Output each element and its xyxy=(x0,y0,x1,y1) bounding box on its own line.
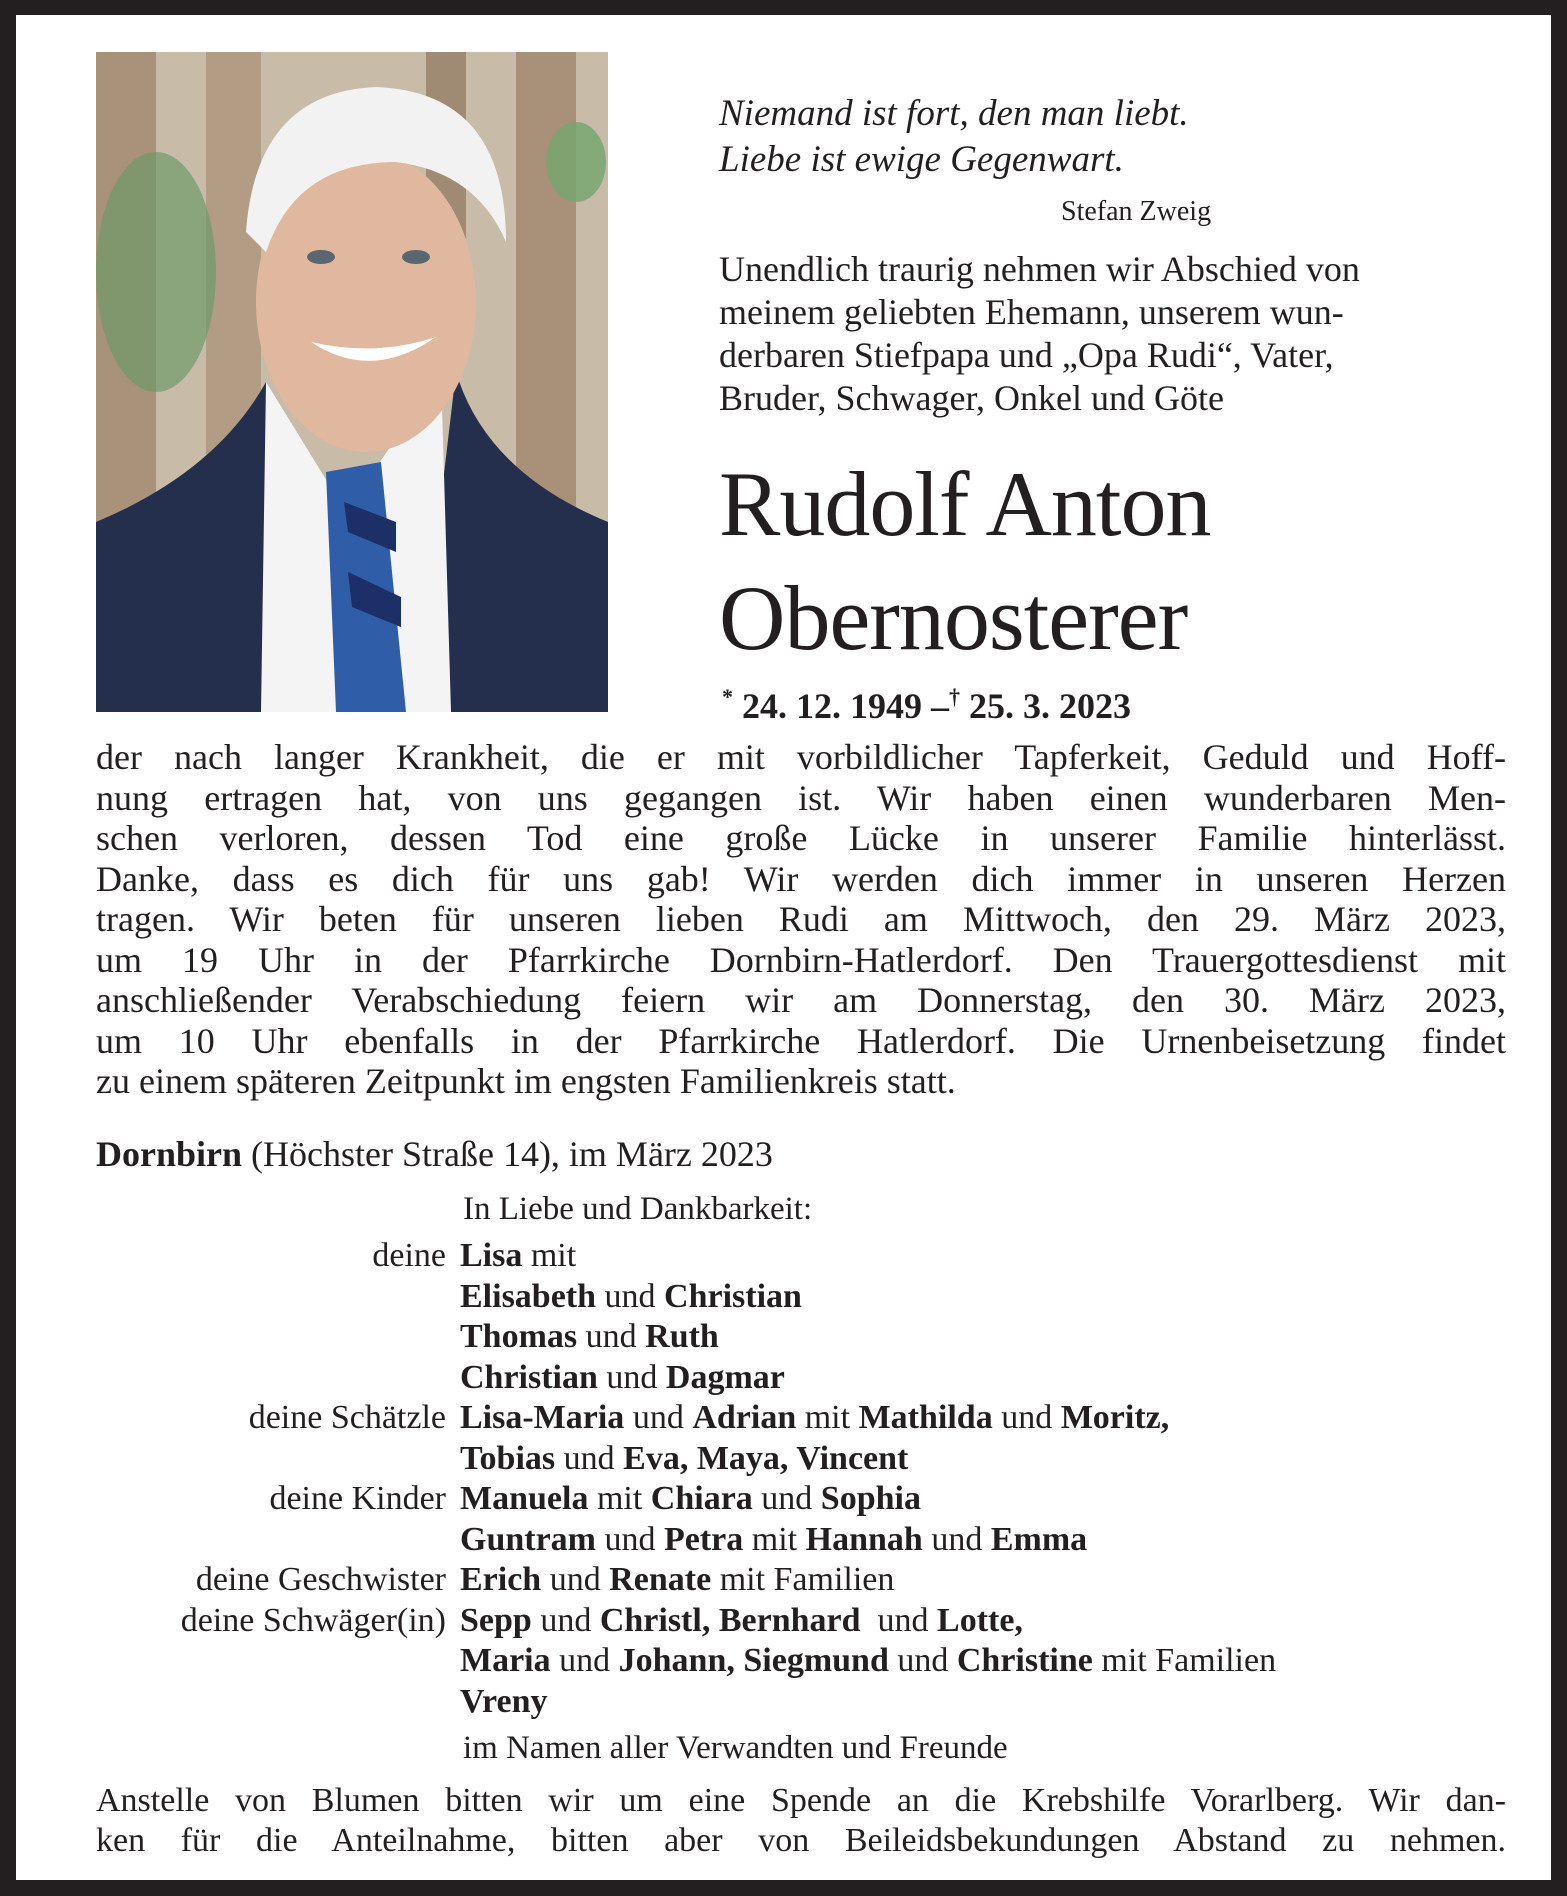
mourner-name: Christian xyxy=(460,1358,598,1396)
mourner-name: Emma xyxy=(990,1520,1088,1558)
mourner-name: Elisabeth xyxy=(460,1277,597,1315)
mourner-name: Renate xyxy=(609,1561,712,1598)
quote-line: Liebe ist ewige Gegenwart. xyxy=(719,139,1124,180)
mourner-names xyxy=(460,1358,785,1399)
name-line-1: Rudolf Anton xyxy=(719,453,1211,555)
mourner-names xyxy=(460,1317,719,1358)
connector-text: und xyxy=(555,1439,624,1477)
obituary-body xyxy=(96,737,1506,1102)
mourners-heading: In Liebe und Dankbarkeit: xyxy=(463,1191,813,1227)
mourner-names xyxy=(460,1520,1087,1561)
mourner-name: Dagmar xyxy=(665,1358,785,1396)
place-and-date xyxy=(96,1133,773,1175)
death-date: 25. 3. 2023 xyxy=(969,686,1131,726)
mourner-name: Hannah xyxy=(805,1520,923,1558)
mourners-list xyxy=(96,1236,1276,1722)
mourner-names xyxy=(460,1277,802,1318)
connector-text: mit xyxy=(588,1480,651,1517)
connector-text: und xyxy=(577,1318,646,1355)
mourner-name: Manuela xyxy=(460,1480,589,1517)
connector-text: und xyxy=(597,1358,666,1396)
body-line: zu einem späteren Zeitpunkt im engsten Familienkreis statt. xyxy=(96,1061,956,1101)
mourner-name: Adrian xyxy=(692,1399,797,1436)
body-line: um 19 Uhr in der Pfarrkirche Dornbirn-Hatlerdorf. Den Trauergottesdienst mit xyxy=(96,939,1506,980)
connector-text: und xyxy=(922,1520,991,1558)
body-line: um 10 Uhr ebenfalls in der Pfarrkirche Hatlerdorf. Die Urnenbeisetzung findet xyxy=(96,1020,1506,1061)
name-line-2: Obernosterer xyxy=(719,567,1188,669)
mourner-names xyxy=(460,1439,908,1480)
mourner-names xyxy=(460,1479,921,1520)
mourner-name: Vreny xyxy=(460,1682,548,1720)
connector-text: mit xyxy=(796,1399,859,1436)
place-city: Dornbirn xyxy=(96,1134,243,1174)
mourner-name: Sepp xyxy=(460,1601,532,1639)
body-line: tragen. Wir beten für unseren lieben Rudi am Mittwoch, den 29. März 2023, xyxy=(96,899,1506,939)
mourner-relation xyxy=(96,1682,460,1723)
mourner-names xyxy=(460,1398,1169,1439)
intro-line: meinem geliebten Ehemann, unserem wun- xyxy=(719,292,1344,332)
mourner-name: Moritz, xyxy=(1060,1399,1170,1436)
connector-text: und xyxy=(624,1399,693,1436)
connector-text: mit xyxy=(743,1520,806,1558)
connector-text: und xyxy=(860,1601,938,1639)
mourner-row xyxy=(96,1560,1276,1601)
mourner-names xyxy=(460,1641,1276,1682)
quote-line: Niemand ist fort, den man liebt. xyxy=(719,93,1189,134)
intro-line: Bruder, Schwager, Onkel und Göte xyxy=(719,378,1224,418)
connector-text: und xyxy=(888,1642,957,1679)
life-dates xyxy=(722,684,1131,727)
mourner-name: Christian xyxy=(664,1277,802,1315)
mourner-relation: deine xyxy=(372,1237,446,1274)
connector-text: mit Familien xyxy=(1092,1642,1277,1679)
mourner-name: Guntram xyxy=(460,1520,596,1558)
mourner-row xyxy=(96,1641,1276,1682)
mourner-row xyxy=(96,1479,1276,1520)
mourner-row xyxy=(96,1358,1276,1399)
connector-text: und xyxy=(596,1277,665,1315)
obituary-card xyxy=(16,15,1551,1880)
mourner-name: Chiara xyxy=(650,1480,753,1517)
connector-text: mit Familien xyxy=(711,1561,895,1598)
mourner-relation xyxy=(96,1641,460,1682)
mourner-relation: deine Schwäger(in) xyxy=(180,1601,446,1639)
mourner-relation xyxy=(96,1317,460,1358)
mourner-name: Lisa-Maria xyxy=(460,1399,625,1436)
mourner-name: Johann, Siegmund xyxy=(618,1642,889,1679)
mourner-row xyxy=(96,1601,1276,1642)
deceased-name xyxy=(719,447,1210,675)
mourner-row xyxy=(96,1520,1276,1561)
mourner-names xyxy=(460,1560,894,1601)
mourners-closing: im Namen aller Verwandten und Freunde xyxy=(463,1730,1008,1766)
intro-line: Unendlich traurig nehmen wir Abschied von xyxy=(719,249,1360,289)
body-line: Danke, dass es dich für uns gab! Wir werden dich immer in unseren Herzen xyxy=(96,858,1506,899)
mourner-relation xyxy=(96,1520,460,1561)
mourner-row xyxy=(96,1317,1276,1358)
mourner-name: Eva, Maya, Vincent xyxy=(623,1439,909,1477)
mourner-name: Sophia xyxy=(820,1480,921,1517)
birth-star-icon: * xyxy=(722,684,733,709)
mourner-name: Petra xyxy=(664,1520,744,1558)
mourner-relation xyxy=(96,1358,460,1399)
connector-text: mit xyxy=(522,1237,577,1274)
quote xyxy=(719,91,1279,183)
mourner-relation xyxy=(96,1439,460,1480)
mourner-row xyxy=(96,1236,1276,1277)
mourner-row xyxy=(96,1398,1276,1439)
mourner-row xyxy=(96,1439,1276,1480)
mourner-name: Christine xyxy=(956,1642,1093,1679)
birth-date: 24. 12. 1949 xyxy=(742,686,922,726)
mourner-name: Thomas xyxy=(460,1318,578,1355)
mourner-row xyxy=(96,1277,1276,1318)
connector-text: und xyxy=(541,1561,610,1598)
mourner-name: Erich xyxy=(460,1561,542,1598)
mourner-name: Tobias xyxy=(460,1439,556,1477)
mourner-names xyxy=(460,1601,1023,1642)
intro-line: derbaren Stiefpapa und „Opa Rudi“, Vater, xyxy=(719,335,1334,375)
mourner-relation: deine Schätzle xyxy=(248,1399,446,1436)
mourner-name: Ruth xyxy=(645,1318,719,1355)
quote-author: Stefan Zweig xyxy=(1061,196,1212,227)
footer-line: ken für die Anteilnahme, bitten aber von Beileidsbekundungen Abstand zu nehmen. xyxy=(96,1822,1506,1859)
body-line: anschließender Verabschiedung feiern wir am Donnerstag, den 30. März 2023, xyxy=(96,980,1506,1020)
mourner-row xyxy=(96,1682,1276,1723)
mourner-name: Lisa xyxy=(460,1237,523,1274)
mourner-relation: deine Geschwister xyxy=(195,1561,446,1598)
portrait-photo xyxy=(96,52,608,712)
intro-text xyxy=(719,248,1539,420)
donation-note xyxy=(96,1781,1506,1861)
mourner-relation: deine Kinder xyxy=(269,1480,446,1517)
death-cross-icon: † xyxy=(949,684,960,709)
connector-text: und xyxy=(992,1399,1061,1436)
connector-text: und xyxy=(752,1480,821,1517)
mourner-name: Lotte, xyxy=(937,1601,1023,1639)
place-address: (Höchster Straße 14), im März 2023 xyxy=(242,1134,773,1174)
mourner-names xyxy=(460,1236,576,1277)
mourner-name: Mathilda xyxy=(858,1399,993,1436)
body-line: der nach langer Krankheit, die er mit vorbildlicher Tapferkeit, Geduld und Hoff- xyxy=(96,737,1506,777)
mourner-relation xyxy=(96,1277,460,1318)
mourner-names xyxy=(460,1682,548,1723)
portrait-photo-icon xyxy=(96,52,608,712)
connector-text: und xyxy=(550,1642,619,1679)
date-separator: – xyxy=(931,686,949,726)
connector-text: und xyxy=(531,1601,600,1639)
mourner-name: Christl, Bernhard xyxy=(599,1601,861,1639)
mourner-name: Maria xyxy=(460,1642,551,1679)
footer-line: Anstelle von Blumen bitten wir um eine Spende an die Krebshilfe Vorarlberg. Wir dan- xyxy=(96,1782,1506,1819)
body-line: schen verloren, dessen Tod eine große Lücke in unserer Familie hinterlässt. xyxy=(96,818,1506,858)
connector-text: und xyxy=(596,1520,664,1558)
body-line: nung ertragen hat, von uns gegangen ist. Wir haben einen wunderbaren Men- xyxy=(96,777,1506,818)
